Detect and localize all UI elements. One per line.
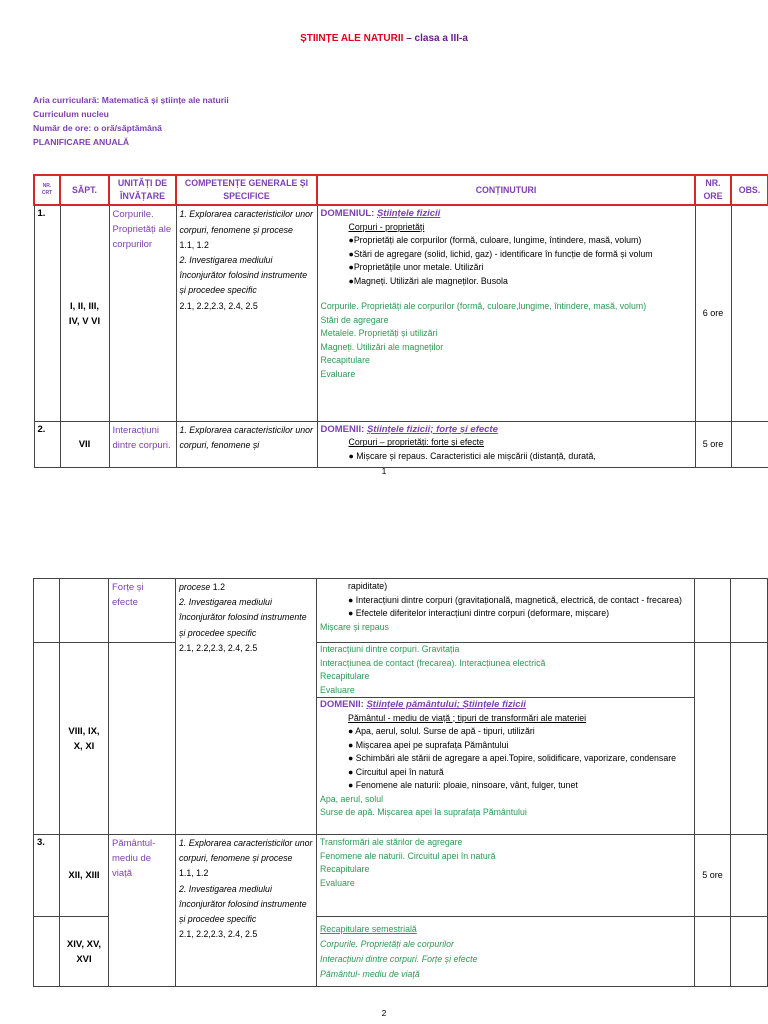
list-item: ● Interacțiuni dintre corpuri (gravitațională, magnetică, electrică, de contact - frecarea) [348, 594, 682, 605]
row-weeks: VII [60, 421, 109, 467]
row-competences: 1. Explorarea caracteristicilor unor corpuri, fenomene și procese 1.1, 1.2 2. Investigarea mediului înconjurător folosind instrumente și procedee specific 2.1, 2.2,2.3, 2.4, 2.5 [176, 835, 317, 987]
lesson-item: Metalele. Proprietăți și utilizări [320, 328, 438, 339]
row-weeks: XIV, XV, XVI [60, 917, 109, 987]
row-contents [317, 421, 695, 467]
header-week: SĂPT. [60, 175, 109, 205]
table-row [34, 579, 768, 643]
row-contents [317, 835, 695, 917]
table-row [34, 421, 768, 467]
table-row [34, 205, 768, 421]
row-hours [695, 917, 731, 987]
row-hours: 5 ore [695, 421, 731, 467]
page-1 [0, 0, 768, 480]
curriculum-type: Curriculum nucleu [33, 109, 109, 119]
row-hours: 5 ore [695, 835, 731, 917]
title-class: – clasa a III-a [403, 33, 468, 44]
row-competences: 1. Explorarea caracteristicilor unor corpuri, fenomene și procese 1.1, 1.2 2. Investigarea mediului înconjurător folosind instrumente și procedee specific 2.1, 2.2,2.3, 2.4, 2.5 [176, 205, 317, 421]
lesson-item: Surse de apă. Mișcarea apei la suprafața Pământului [320, 807, 527, 817]
list-item: ● Apa, aerul, solul. Surse de apă - tipuri, utilizări [348, 726, 535, 736]
lesson-item: Evaluare [320, 684, 355, 695]
row-weeks [60, 579, 109, 643]
header-nr-crt: NR. CRT [34, 175, 60, 205]
lesson-item: Evaluare [320, 877, 355, 888]
table-header-row [34, 175, 768, 205]
document-title [0, 33, 768, 44]
lesson-item: Recapitulare [320, 864, 370, 874]
title-subject: ȘTIINȚE ALE NATURII [300, 33, 404, 44]
list-item: ●Stări de agregare (solid, lichid, gaz) - identificare în funcție de formă și volum [348, 248, 653, 259]
lesson-item: Recapitulare [320, 671, 370, 681]
lesson-item: Recapitulare [320, 355, 370, 366]
row-obs [731, 579, 768, 643]
subtopic: Pământul - mediu de viață ; tipuri de transformări ale materiei [348, 712, 587, 723]
subtopic: Corpuri - proprietăți [348, 221, 425, 232]
page-2 [0, 578, 768, 1024]
row-contents [317, 917, 695, 987]
table-row [34, 643, 768, 835]
page-number: 1 [381, 466, 387, 476]
row-competences: procese 1.2 2. Investigarea mediului înconjurător folosind instrumente și procedee specific 2.1, 2.2,2.3, 2.4, 2.5 [176, 579, 317, 835]
lesson-item: Interacțiuni dintre corpuri. Forțe și efecte [320, 953, 478, 964]
list-item: rapiditate) [348, 581, 388, 591]
row-number [34, 917, 60, 987]
row-unit: Corpurile. Proprietăți ale corpurilor [109, 205, 176, 421]
row-number: 2. [34, 421, 60, 467]
row-obs [731, 917, 768, 987]
list-item: ● Fenomene ale naturii: ploaie, ninsoare, vânt, fulger, tunet [348, 780, 578, 790]
row-number [34, 643, 60, 835]
row-contents [317, 579, 695, 643]
row-unit [109, 643, 176, 835]
header-contents: CONȚINUTURI [317, 175, 695, 205]
header-obs: OBS. [731, 175, 768, 205]
row-weeks: VIII, IX, X, XI [60, 643, 109, 835]
row-number: 3. [34, 835, 60, 917]
row-hours [695, 643, 731, 835]
aria-curriculara: Aria curriculară: Matematică și științe ale naturii [33, 95, 229, 105]
lesson-item: Evaluare [320, 368, 356, 379]
row-hours [695, 579, 731, 643]
lesson-item: Corpurile. Proprietăți ale corpurilor [320, 938, 454, 949]
list-item: ● Circuitul apei în natură [348, 766, 444, 777]
subtopic: Corpuri – proprietăți: forțe și efecte [348, 437, 484, 448]
row-weeks: I, II, III, IV, V VI [60, 205, 109, 421]
row-obs [731, 643, 768, 835]
row-number [34, 579, 60, 643]
lesson-item: Corpurile. Proprietăți ale corpurilor (formă, culoare,lungime, întindere, masă, volum) [320, 301, 647, 312]
domain-heading: DOMENII: Științele fizicii; forțe și efecte [320, 423, 498, 435]
domain-heading: DOMENII: Științele pământului; Științele fizicii [320, 699, 526, 710]
lesson-item: Fenomene ale naturii. Circuitul apei în natură [320, 850, 496, 861]
row-obs [731, 835, 768, 917]
list-item: ●Proprietăți ale corpurilor (formă, culoare, lungime, întindere, masă, volum) [348, 235, 642, 246]
list-item: ● Mișcarea apei pe suprafața Pământului [348, 739, 509, 750]
plan-heading: PLANIFICARE ANUALĂ [33, 137, 130, 147]
lesson-item: Magneți. Utilizări ale magneților [320, 341, 444, 352]
hours-per-week: Număr de ore: o oră/săptămână [33, 123, 162, 133]
row-unit: Pământul- mediu de viață [109, 835, 176, 987]
list-item: ●Magneți. Utilizări ale magneților. Busola [348, 275, 508, 286]
domain-heading: DOMENIUL: Științele fizicii [320, 208, 441, 220]
lesson-item: Stări de agregare [320, 314, 389, 325]
row-competences: 1. Explorarea caracteristicilor unor corpuri, fenomene și [176, 421, 317, 467]
document-meta [33, 93, 229, 149]
table-row [34, 835, 768, 917]
list-item: ● Mișcare și repaus. Caracteristici ale mișcării (distanță, durată, [348, 450, 596, 461]
row-hours: 6 ore [695, 205, 731, 421]
lesson-item: Transformări ale stărilor de agregare [320, 837, 463, 847]
row-weeks: XII, XIII [60, 835, 109, 917]
lesson-item: Recapitulare semestrială [320, 923, 417, 934]
header-competences: COMPETENȚE GENERALE ȘI SPECIFICE [176, 175, 317, 205]
lesson-item: Pământul- mediu de viață [320, 968, 420, 979]
row-contents [317, 643, 695, 835]
row-contents [317, 205, 695, 421]
page-number: 2 [381, 1008, 387, 1018]
list-item: ●Proprietățile unor metale. Utilizări [348, 262, 484, 273]
lesson-item: Interacțiuni dintre corpuri. Gravitația [320, 644, 460, 654]
lesson-item: Apa, aerul, solul [320, 793, 384, 804]
lesson-item: Interacțiunea de contact (frecarea). Interacțiunea electrică [320, 657, 546, 668]
plan-table-page-1 [33, 174, 768, 468]
lesson-item: Mișcare și repaus [320, 621, 389, 632]
row-obs [731, 421, 768, 467]
header-hours: NR. ORE [695, 175, 731, 205]
header-units: UNITĂȚI DE ÎNVĂȚARE [109, 175, 176, 205]
list-item: ● Efectele diferitelor interacțiuni dintre corpuri (deformare, mișcare) [348, 608, 610, 618]
list-item: ● Schimbări ale stării de agregare a apei.Topire, solidificare, vaporizare, condensare [348, 753, 677, 763]
row-obs [731, 205, 768, 421]
row-unit: Interacțiuni dintre corpuri. [109, 421, 176, 467]
row-number: 1. [34, 205, 60, 421]
plan-table-page-2 [33, 578, 768, 987]
row-unit: Forțe și efecte [109, 579, 176, 643]
